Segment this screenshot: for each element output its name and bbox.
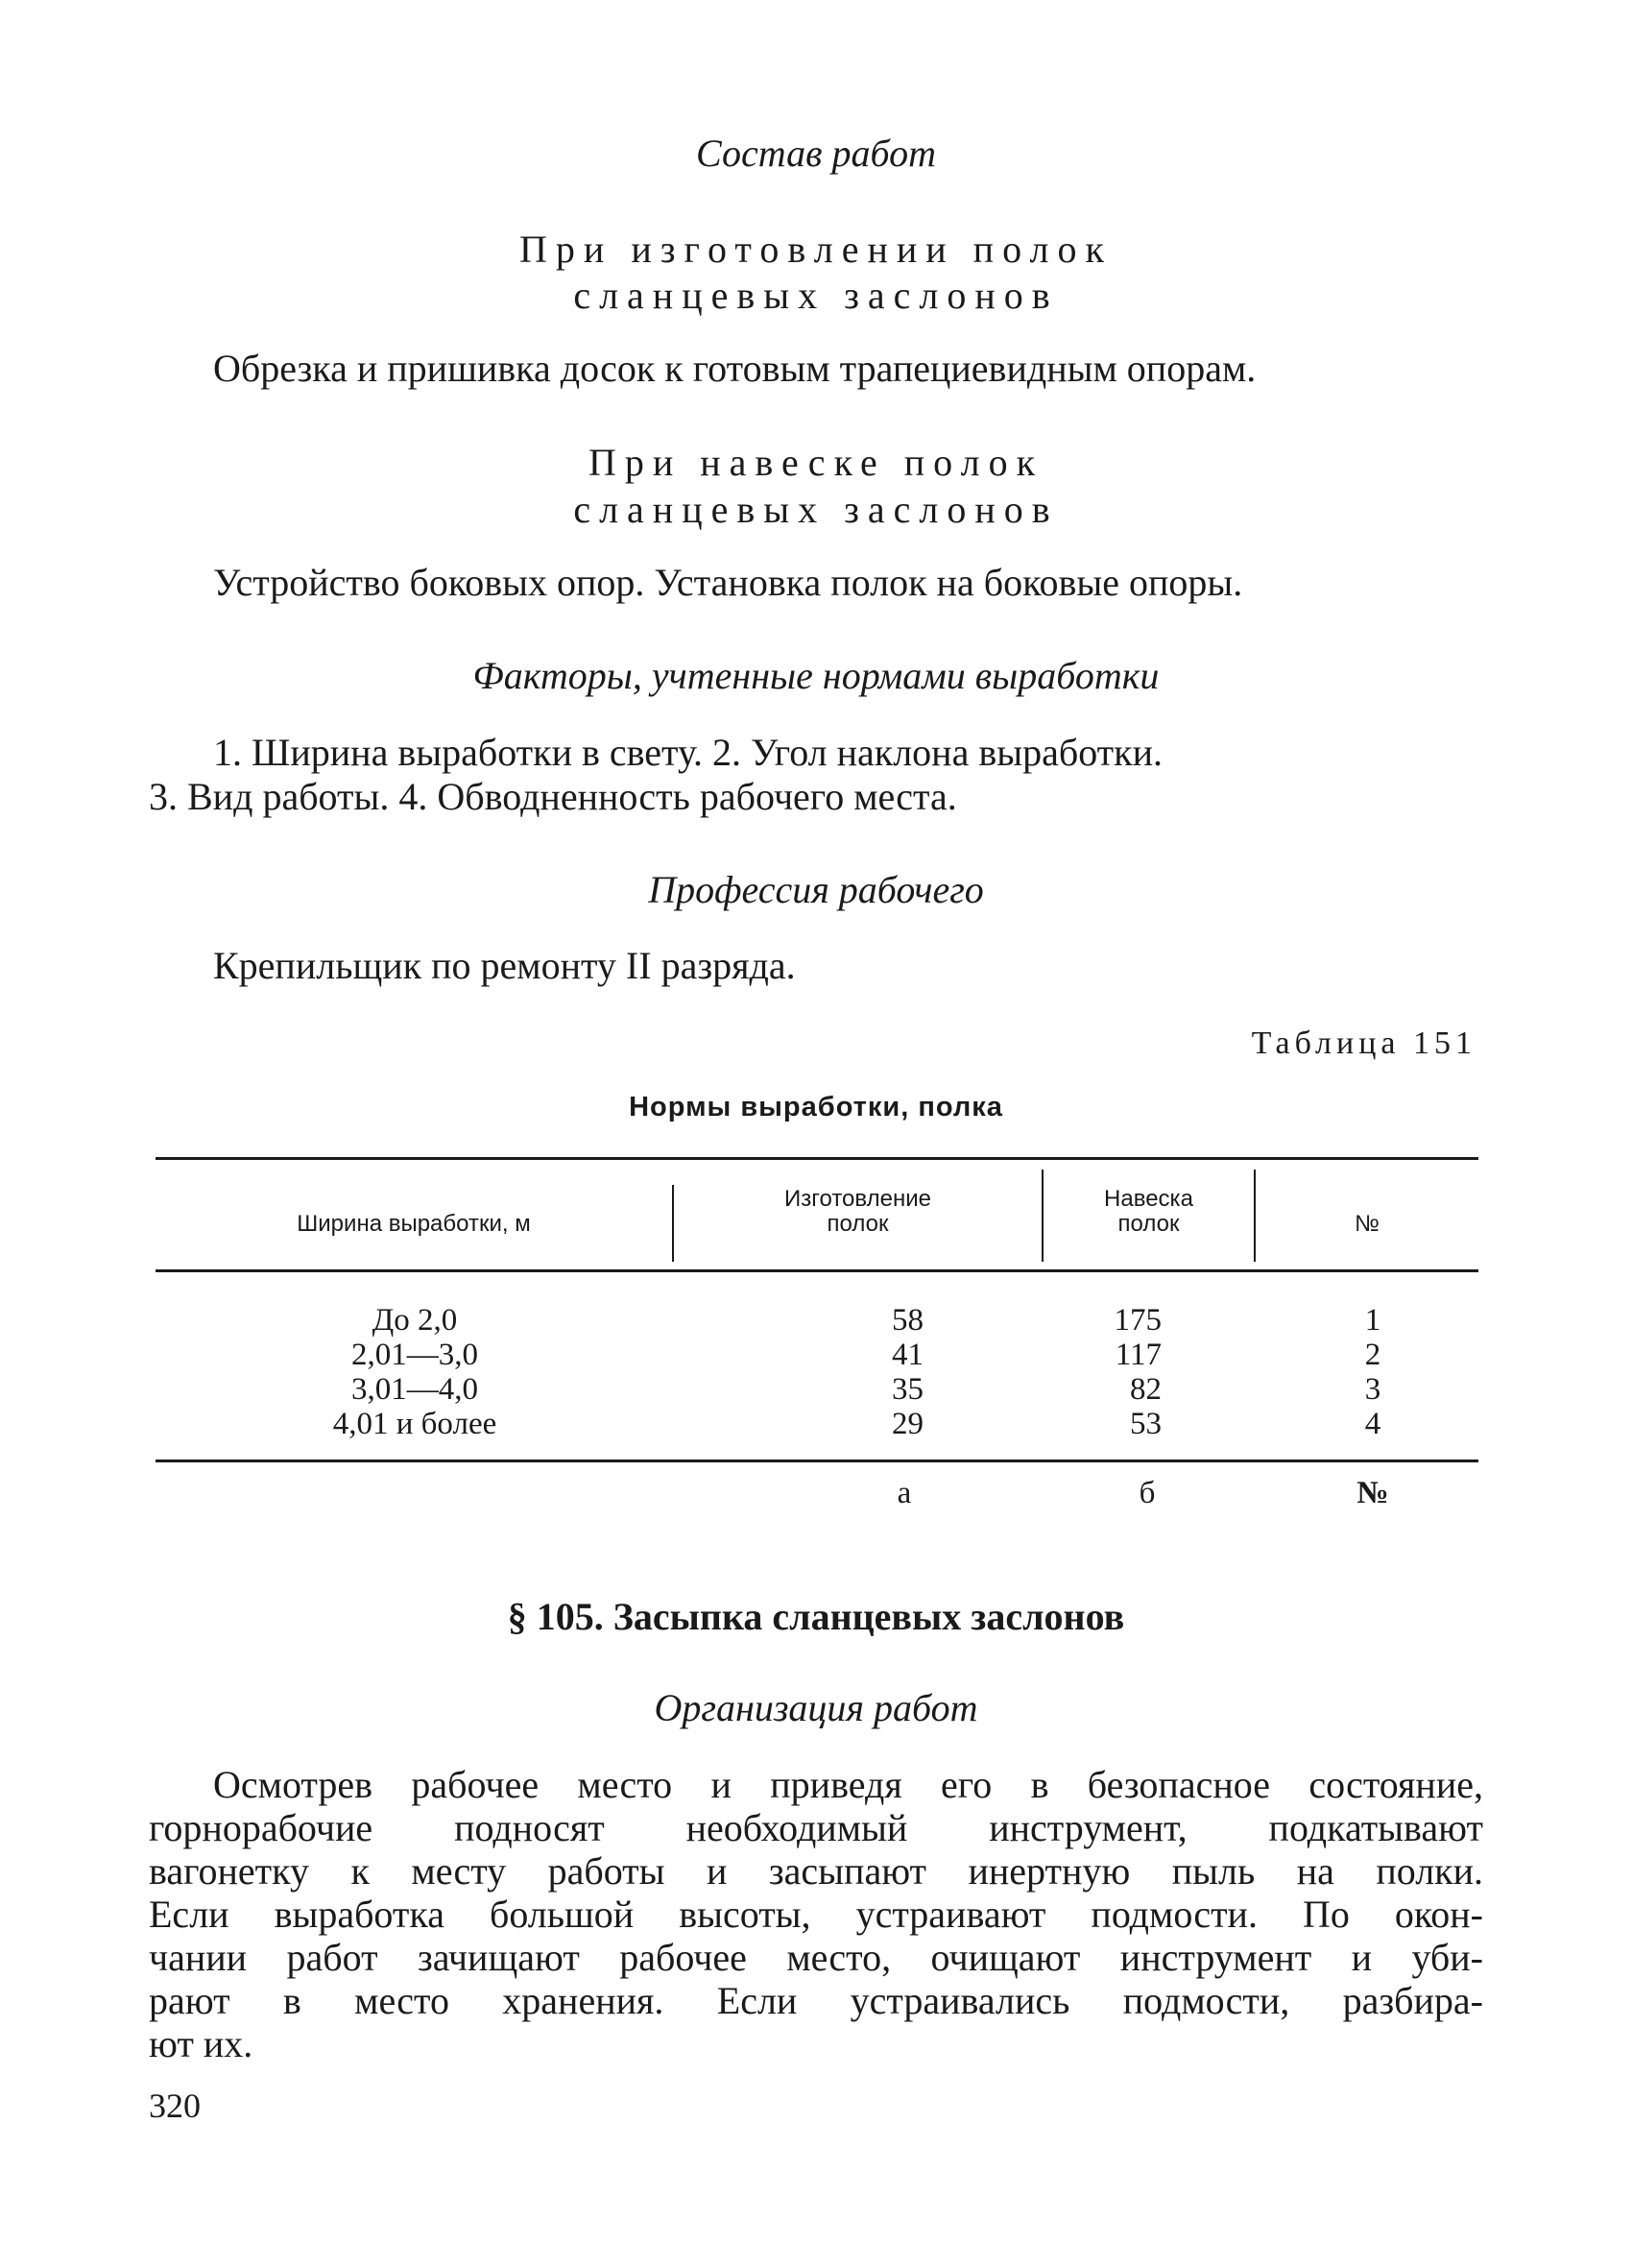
header-hanging-line2: полок: [1117, 1211, 1180, 1237]
section-subheading: Организация работ: [654, 1686, 978, 1729]
header-manufacture-line1: Изготовление: [784, 1186, 931, 1212]
section-line: рают в место хранения. Если устраивались подмости, разбира-: [149, 1979, 1483, 2022]
section-line: чании работ зачищают рабочее место, очищают инструмент и уби-: [149, 1936, 1483, 1979]
cell-width: 4,01 и более: [332, 1407, 497, 1441]
section-heading: § 105. Засыпка сланцевых заслонов: [507, 1595, 1125, 1638]
cell-manufacture: 41: [892, 1338, 924, 1372]
section-line: Если выработка большой высоты, устраивают подмости. По окон-: [149, 1893, 1483, 1936]
manufacture-heading-line2: сланцевых заслонов: [573, 274, 1059, 317]
manufacture-heading-line1: При изготовлении полок: [519, 228, 1113, 271]
cell-hanging: 82: [1130, 1372, 1162, 1407]
header-hanging-line1: Навеска: [1104, 1186, 1193, 1212]
cell-hanging: 53: [1130, 1407, 1162, 1441]
factors-line1: 1. Ширина выработки в свету. 2. Угол наклона выработки.: [213, 731, 1164, 774]
cell-width: До 2,0: [372, 1303, 458, 1338]
header-manufacture-line2: полок: [827, 1211, 889, 1237]
cell-width: 3,01—4,0: [351, 1372, 478, 1407]
section-line: горнорабочие подносят необходимый инструмент, подкатывают: [149, 1806, 1483, 1849]
cell-width: 2,01—3,0: [351, 1338, 478, 1372]
section-line: Осмотрев рабочее место и приведя его в безопасное состояние,: [213, 1763, 1483, 1806]
hanging-text: Устройство боковых опор. Установка полок на боковые опоры.: [213, 561, 1243, 604]
cell-manufacture: 58: [892, 1303, 924, 1338]
header-width: Ширина выработки, м: [297, 1211, 531, 1237]
table-caption: Нормы выработки, полка: [629, 1092, 1003, 1122]
table-top-rule: [156, 1157, 1478, 1160]
cell-number: 2: [1364, 1338, 1381, 1372]
composition-heading: Состав работ: [696, 132, 936, 175]
profession-heading: Профессия рабочего: [648, 868, 984, 911]
table-bottom-rule: [156, 1460, 1478, 1462]
header-number: №: [1355, 1211, 1380, 1237]
section-line: ют их.: [149, 2022, 253, 2065]
footer-hanging: б: [1139, 1476, 1156, 1510]
page-number: 320: [149, 2087, 201, 2125]
cell-manufacture: 29: [892, 1407, 924, 1441]
table-label: Таблица 151: [1251, 1025, 1476, 1061]
footer-number: №: [1356, 1476, 1389, 1510]
cell-hanging: 175: [1114, 1303, 1162, 1338]
cell-number: 3: [1364, 1372, 1381, 1407]
footer-manufacture: а: [897, 1476, 912, 1510]
section-body: [149, 1763, 1483, 2065]
table-header-rule: [156, 1269, 1478, 1272]
profession-text: Крепильщик по ремонту II разряда.: [213, 944, 796, 987]
factors-line2: 3. Вид работы. 4. Обводненность рабочего места.: [149, 775, 957, 818]
section-line: вагонетку к месту работы и засыпают инертную пыль на полки.: [149, 1849, 1483, 1893]
hanging-heading-line2: сланцевых заслонов: [573, 488, 1059, 531]
cell-number: 4: [1364, 1407, 1381, 1441]
cell-hanging: 117: [1115, 1338, 1162, 1372]
hanging-heading-line1: При навеске полок: [588, 441, 1044, 484]
factors-heading: Факторы, учтенные нормами выработки: [472, 654, 1160, 697]
cell-number: 1: [1364, 1303, 1381, 1338]
cell-manufacture: 35: [892, 1372, 924, 1407]
manufacture-text: Обрезка и пришивка досок к готовым трапециевидным опорам.: [213, 347, 1257, 390]
